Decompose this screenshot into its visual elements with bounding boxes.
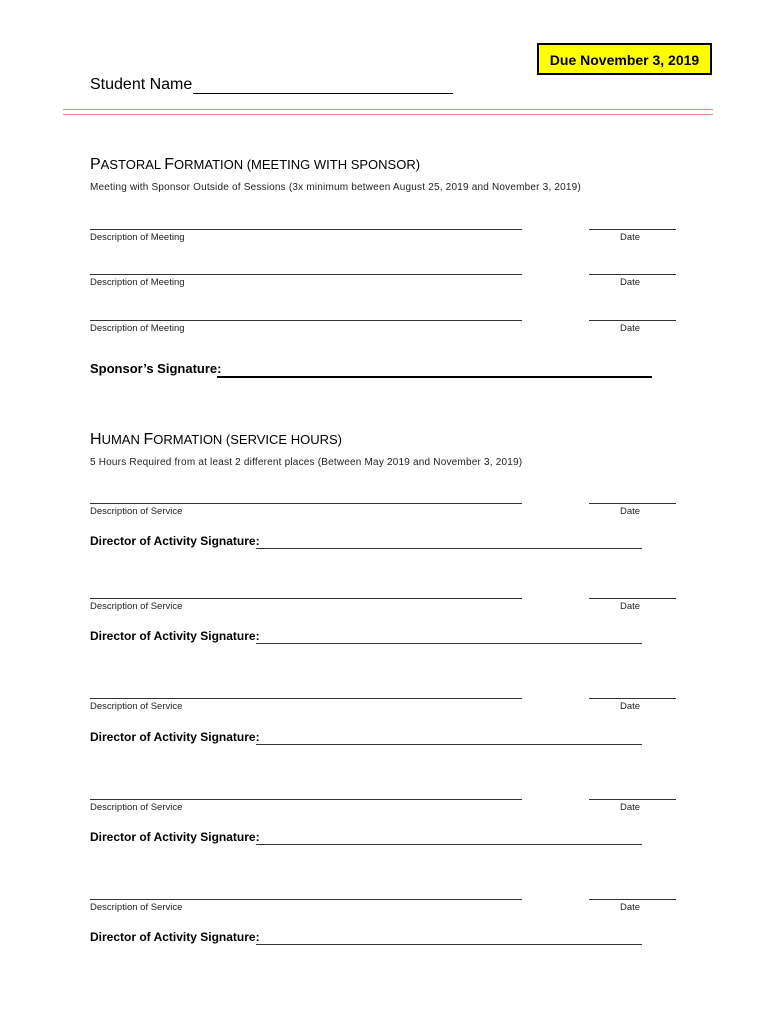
director-signature-field[interactable] (256, 643, 642, 644)
service-description-label: Description of Service (90, 701, 183, 712)
service-description-field[interactable] (90, 899, 522, 900)
service-description-field[interactable] (90, 598, 522, 599)
director-signature-field[interactable] (256, 844, 642, 845)
director-signature-field[interactable] (256, 548, 642, 549)
service-date-label: Date (620, 701, 641, 712)
pastoral-title-part-d: ORMATION (MEETING WITH SPONSOR) (174, 157, 421, 172)
human-section-title (90, 431, 342, 449)
director-signature-label: Director of Activity Signature: (90, 534, 260, 548)
sponsor-signature-label: Sponsor’s Signature: (90, 361, 222, 376)
header-divider-bottom (63, 114, 713, 115)
student-name-text: Student Name (90, 76, 193, 93)
meeting-description-label: Description of Meeting (90, 323, 185, 334)
pastoral-title-part-b: ASTORAL (100, 157, 165, 172)
service-description-field[interactable] (90, 503, 522, 504)
pastoral-subtitle: Meeting with Sponsor Outside of Sessions (3x minimum between August 25, 2019 and November 3, 2019) (90, 182, 581, 193)
service-date-field[interactable] (589, 799, 676, 800)
service-date-field[interactable] (589, 698, 676, 699)
meeting-description-label: Description of Meeting (90, 232, 185, 243)
meeting-date-label: Date (620, 277, 641, 288)
human-title-part-b: UMAN (101, 432, 144, 447)
director-signature-label: Director of Activity Signature: (90, 629, 260, 643)
pastoral-title-cap-p: P (90, 156, 101, 173)
director-signature-label: Director of Activity Signature: (90, 930, 260, 944)
service-description-label: Description of Service (90, 902, 183, 913)
sponsor-signature-field[interactable] (217, 376, 652, 378)
service-description-label: Description of Service (90, 802, 183, 813)
meeting-date-label: Date (620, 323, 641, 334)
service-date-field[interactable] (589, 503, 676, 504)
pastoral-section-title (90, 156, 420, 174)
director-signature-field[interactable] (256, 744, 642, 745)
service-description-field[interactable] (90, 799, 522, 800)
header-divider-top (63, 109, 713, 110)
service-date-field[interactable] (589, 598, 676, 599)
service-description-label: Description of Service (90, 506, 183, 517)
student-name-field[interactable] (193, 93, 453, 94)
service-date-label: Date (620, 802, 641, 813)
meeting-date-field[interactable] (589, 320, 676, 321)
meeting-description-field[interactable] (90, 320, 522, 321)
meeting-description-field[interactable] (90, 229, 522, 230)
meeting-date-field[interactable] (589, 274, 676, 275)
pastoral-title-cap-f: F (164, 156, 175, 173)
director-signature-label: Director of Activity Signature: (90, 730, 260, 744)
human-title-cap-h: H (90, 431, 102, 448)
due-date-badge: Due November 3, 2019 (537, 43, 712, 75)
human-title-cap-f: F (143, 431, 154, 448)
director-signature-field[interactable] (256, 944, 642, 945)
director-signature-label: Director of Activity Signature: (90, 830, 260, 844)
meeting-date-field[interactable] (589, 229, 676, 230)
human-title-part-d: ORMATION (SERVICE HOURS) (153, 432, 342, 447)
meeting-description-label: Description of Meeting (90, 277, 185, 288)
student-name-label (90, 76, 192, 94)
service-date-label: Date (620, 601, 641, 612)
service-date-field[interactable] (589, 899, 676, 900)
service-description-field[interactable] (90, 698, 522, 699)
meeting-description-field[interactable] (90, 274, 522, 275)
human-subtitle: 5 Hours Required from at least 2 different places (Between May 2019 and November 3, 2019) (90, 457, 523, 468)
service-description-label: Description of Service (90, 601, 183, 612)
service-date-label: Date (620, 506, 641, 517)
meeting-date-label: Date (620, 232, 641, 243)
service-date-label: Date (620, 902, 641, 913)
